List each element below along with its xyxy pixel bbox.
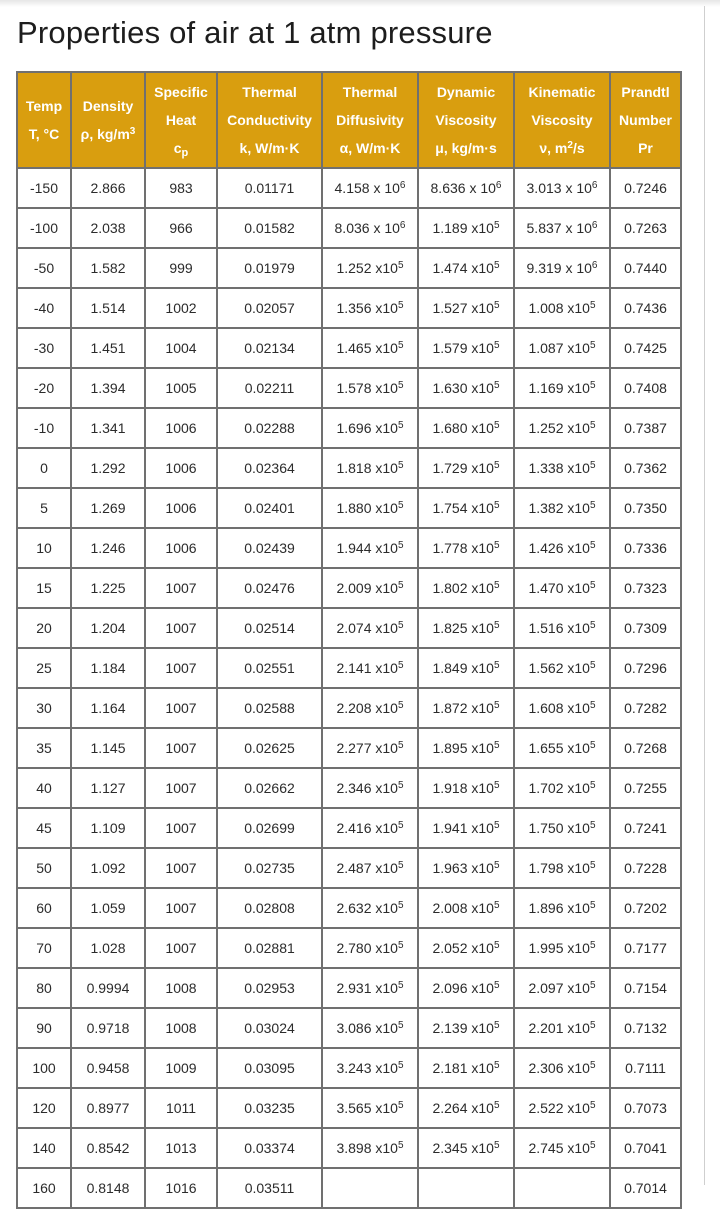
cell-dynamic-viscosity: 1.778 $x10^5$ [419,529,515,569]
cell-temp: -30 [18,329,72,369]
cell-prandtl-number: 0.7041 [611,1129,682,1169]
table-row [18,609,682,649]
cell-thermal-conductivity: 0.02364 [218,449,323,489]
cell-density: 1.127 [72,769,146,809]
cell-prandtl-number: 0.7323 [611,569,682,609]
cell-kinematic-viscosity: 1.516 $x10^5$ [515,609,611,649]
cell-prandtl-number: 0.7263 [611,209,682,249]
table-row [18,1089,682,1129]
cell-density: 2.038 [72,209,146,249]
cell-dynamic-viscosity: 2.096 $x10^5$ [419,969,515,1009]
table-body [18,169,682,1209]
cell-density: 0.8542 [72,1129,146,1169]
cell-thermal-conductivity: 0.02134 [218,329,323,369]
table-row [18,1049,682,1089]
cell-kinematic-viscosity: 1.382 $x10^5$ [515,489,611,529]
cell-specific-heat: 1016 [146,1169,218,1209]
cell-prandtl-number: 0.7309 [611,609,682,649]
header-line: Conductivity [227,112,312,128]
table-row [18,929,682,969]
cell-density: 1.514 [72,289,146,329]
cell-thermal-diffusivity: 1.880 $x10^5$ [323,489,419,529]
page-title: Properties of air at 1 atm pressure [17,15,493,50]
header-line: Number [619,112,672,128]
cell-dynamic-viscosity: 1.680 $x10^5$ [419,409,515,449]
cell-temp: 45 [18,809,72,849]
cell-density: 1.394 [72,369,146,409]
cell-thermal-diffusivity: 2.487 $x10^5$ [323,849,419,889]
table-header-row [18,73,682,169]
cell-temp: 15 [18,569,72,609]
cell-density: 0.8148 [72,1169,146,1209]
cell-dynamic-viscosity: 1.802 $x10^5$ [419,569,515,609]
cell-prandtl-number: 0.7362 [611,449,682,489]
cell-dynamic-viscosity: 1.849 $x10^5$ [419,649,515,689]
table-row [18,889,682,929]
cell-dynamic-viscosity: 2.181 $x10^5$ [419,1049,515,1089]
cell-specific-heat: 1007 [146,769,218,809]
cell-density: 1.341 [72,409,146,449]
cell-specific-heat: 1006 [146,489,218,529]
cell-dynamic-viscosity: 1.872 $x10^5$ [419,689,515,729]
cell-density: 2.866 [72,169,146,209]
cell-kinematic-viscosity: 2.306 $x10^5$ [515,1049,611,1089]
cell-kinematic-viscosity: 5.837 x $10^6$ [515,209,611,249]
cell-thermal-conductivity: 0.02699 [218,809,323,849]
cell-temp: -40 [18,289,72,329]
table-row [18,969,682,1009]
table-row [18,409,682,449]
cell-thermal-conductivity: 0.02476 [218,569,323,609]
cell-kinematic-viscosity: 1.702 $x10^5$ [515,769,611,809]
cell-density: 1.059 [72,889,146,929]
cell-kinematic-viscosity: 1.798 $x10^5$ [515,849,611,889]
cell-thermal-conductivity: 0.02588 [218,689,323,729]
header-thermal-diffusivity [323,73,419,169]
air-properties-table [16,71,682,1209]
header-dynamic-viscosity [419,73,515,169]
cell-thermal-diffusivity: 2.208 $x10^5$ [323,689,419,729]
cell-thermal-conductivity: 0.03024 [218,1009,323,1049]
cell-prandtl-number: 0.7408 [611,369,682,409]
header-line: ρ, $kg/m^3$ [80,126,136,142]
cell-temp: 35 [18,729,72,769]
cell-temp: 0 [18,449,72,489]
cell-kinematic-viscosity: 1.087 $x10^5$ [515,329,611,369]
cell-dynamic-viscosity: 1.474 $x10^5$ [419,249,515,289]
cell-temp: 120 [18,1089,72,1129]
cell-thermal-conductivity: 0.01171 [218,169,323,209]
cell-specific-heat: 1007 [146,849,218,889]
cell-thermal-conductivity: 0.02211 [218,369,323,409]
cell-thermal-conductivity: 0.01582 [218,209,323,249]
table-row [18,849,682,889]
cell-prandtl-number: 0.7425 [611,329,682,369]
cell-density: 1.145 [72,729,146,769]
header-line: Dynamic [436,84,496,100]
cell-kinematic-viscosity [515,1169,611,1209]
cell-thermal-diffusivity: 2.780 $x10^5$ [323,929,419,969]
cell-specific-heat: 1008 [146,1009,218,1049]
cell-thermal-conductivity: 0.02662 [218,769,323,809]
header-prandtl-number [611,73,682,169]
cell-thermal-conductivity: 0.03511 [218,1169,323,1209]
cell-density: 1.092 [72,849,146,889]
table-row [18,649,682,689]
table-row [18,169,682,209]
cell-thermal-diffusivity: 1.465 $x10^5$ [323,329,419,369]
cell-thermal-diffusivity [323,1169,419,1209]
cell-specific-heat: 1007 [146,609,218,649]
cell-thermal-conductivity: 0.02057 [218,289,323,329]
cell-density: 1.225 [72,569,146,609]
cell-kinematic-viscosity: 1.995 $x10^5$ [515,929,611,969]
header-line: Diffusivity [336,112,404,128]
header-line: Density [82,98,134,114]
cell-thermal-diffusivity: 2.416 $x10^5$ [323,809,419,849]
cell-specific-heat: 999 [146,249,218,289]
cell-temp: -10 [18,409,72,449]
cell-kinematic-viscosity: 1.252 $x10^5$ [515,409,611,449]
cell-prandtl-number: 0.7436 [611,289,682,329]
table-container[interactable] [16,71,681,1196]
cell-density: 1.269 [72,489,146,529]
cell-temp: 90 [18,1009,72,1049]
header-line: Pr [638,140,653,156]
cell-kinematic-viscosity: 1.470 $x10^5$ [515,569,611,609]
table-row [18,369,682,409]
cell-density: 1.164 [72,689,146,729]
header-line: k, W/m·K [239,140,300,156]
cell-thermal-conductivity: 0.02401 [218,489,323,529]
cell-temp: 70 [18,929,72,969]
cell-density: 0.8977 [72,1089,146,1129]
table-row [18,489,682,529]
header-line: Specific [154,84,208,100]
cell-prandtl-number: 0.7296 [611,649,682,689]
cell-prandtl-number: 0.7241 [611,809,682,849]
cell-specific-heat: 1005 [146,369,218,409]
header-specific-heat [146,73,218,169]
header-line: Kinematic [528,84,596,100]
cell-thermal-diffusivity: 2.346 $x10^5$ [323,769,419,809]
cell-kinematic-viscosity: 2.097 $x10^5$ [515,969,611,1009]
table-row [18,289,682,329]
cell-temp: -50 [18,249,72,289]
cell-dynamic-viscosity: 1.527 $x10^5$ [419,289,515,329]
header-thermal-conductivity [218,73,323,169]
header-line: Viscosity [531,112,593,128]
table-row [18,1129,682,1169]
cell-temp: 50 [18,849,72,889]
cell-dynamic-viscosity: 1.941 $x10^5$ [419,809,515,849]
cell-dynamic-viscosity: 1.630 $x10^5$ [419,369,515,409]
cell-temp: 40 [18,769,72,809]
cell-dynamic-viscosity: 2.008 $x10^5$ [419,889,515,929]
table-row [18,689,682,729]
cell-temp: 20 [18,609,72,649]
cell-kinematic-viscosity: 2.201 $x10^5$ [515,1009,611,1049]
table-row [18,209,682,249]
cell-dynamic-viscosity: 1.963 $x10^5$ [419,849,515,889]
cell-specific-heat: 1007 [146,689,218,729]
cell-thermal-diffusivity: 1.252 $x10^5$ [323,249,419,289]
table-row [18,809,682,849]
cell-thermal-conductivity: 0.02953 [218,969,323,1009]
cell-prandtl-number: 0.7246 [611,169,682,209]
cell-thermal-diffusivity: 2.931 $x10^5$ [323,969,419,1009]
cell-thermal-diffusivity: 2.632 $x10^5$ [323,889,419,929]
header-line: Thermal [242,84,297,100]
cell-thermal-diffusivity: 3.898 $x10^5$ [323,1129,419,1169]
cell-thermal-diffusivity: 2.141 $x10^5$ [323,649,419,689]
table-row [18,529,682,569]
cell-prandtl-number: 0.7440 [611,249,682,289]
cell-specific-heat: 1013 [146,1129,218,1169]
cell-thermal-diffusivity: 3.565 $x10^5$ [323,1089,419,1129]
cell-thermal-diffusivity: 1.944 $x10^5$ [323,529,419,569]
cell-thermal-conductivity: 0.02808 [218,889,323,929]
cell-specific-heat: 1006 [146,409,218,449]
cell-density: 1.204 [72,609,146,649]
cell-kinematic-viscosity: 1.338 $x10^5$ [515,449,611,489]
cell-specific-heat: 1006 [146,529,218,569]
cell-specific-heat: 1007 [146,889,218,929]
cell-prandtl-number: 0.7268 [611,729,682,769]
cell-temp: 25 [18,649,72,689]
cell-temp: 5 [18,489,72,529]
cell-dynamic-viscosity: 1.729 $x10^5$ [419,449,515,489]
cell-thermal-diffusivity: 1.818 $x10^5$ [323,449,419,489]
cell-thermal-conductivity: 0.02881 [218,929,323,969]
cell-prandtl-number: 0.7350 [611,489,682,529]
cell-dynamic-viscosity: 2.264 $x10^5$ [419,1089,515,1129]
cell-kinematic-viscosity: 1.750 $x10^5$ [515,809,611,849]
header-density [72,73,146,169]
top-shadow [0,0,720,7]
cell-prandtl-number: 0.7073 [611,1089,682,1129]
cell-temp: 100 [18,1049,72,1089]
table-row [18,1009,682,1049]
cell-specific-heat: 983 [146,169,218,209]
cell-density: 1.451 [72,329,146,369]
cell-kinematic-viscosity: 2.745 $x10^5$ [515,1129,611,1169]
header-line: Prandtl [621,84,670,100]
cell-thermal-diffusivity: 8.036 x $10^6$ [323,209,419,249]
cell-thermal-diffusivity: 2.277 $x10^5$ [323,729,419,769]
cell-prandtl-number: 0.7111 [611,1049,682,1089]
cell-specific-heat: 1006 [146,449,218,489]
cell-specific-heat: 1007 [146,729,218,769]
cell-thermal-diffusivity: 1.356 $x10^5$ [323,289,419,329]
cell-thermal-conductivity: 0.02735 [218,849,323,889]
header-line: α, W/m·K [339,140,401,156]
cell-dynamic-viscosity: 1.189 $x10^5$ [419,209,515,249]
cell-dynamic-viscosity: 1.825 $x10^5$ [419,609,515,649]
cell-thermal-conductivity: 0.01979 [218,249,323,289]
cell-density: 0.9458 [72,1049,146,1089]
cell-thermal-conductivity: 0.03095 [218,1049,323,1089]
cell-thermal-conductivity: 0.02551 [218,649,323,689]
cell-kinematic-viscosity: 1.008 $x10^5$ [515,289,611,329]
cell-prandtl-number: 0.7177 [611,929,682,969]
cell-density: 1.292 [72,449,146,489]
cell-temp: -150 [18,169,72,209]
cell-dynamic-viscosity: 1.895 $x10^5$ [419,729,515,769]
cell-dynamic-viscosity: 2.052 $x10^5$ [419,929,515,969]
cell-thermal-diffusivity: 4.158 x $10^6$ [323,169,419,209]
cell-temp: -100 [18,209,72,249]
header-temp [18,73,72,169]
table-row [18,769,682,809]
cell-density: 1.109 [72,809,146,849]
header-line: Temp [25,98,63,114]
cell-prandtl-number: 0.7336 [611,529,682,569]
header-line: $c_p$ [173,140,189,159]
table-row [18,249,682,289]
cell-kinematic-viscosity: 1.655 $x10^5$ [515,729,611,769]
header-line: μ, kg/m·s [435,140,497,156]
cell-thermal-conductivity: 0.02514 [218,609,323,649]
cell-temp: 60 [18,889,72,929]
cell-specific-heat: 1007 [146,809,218,849]
cell-temp: 80 [18,969,72,1009]
cell-prandtl-number: 0.7228 [611,849,682,889]
cell-thermal-conductivity: 0.03235 [218,1089,323,1129]
cell-prandtl-number: 0.7387 [611,409,682,449]
cell-specific-heat: 966 [146,209,218,249]
cell-thermal-diffusivity: 1.578 $x10^5$ [323,369,419,409]
cell-dynamic-viscosity: 8.636 x $10^6$ [419,169,515,209]
cell-thermal-diffusivity: 2.074 $x10^5$ [323,609,419,649]
table-row [18,329,682,369]
page-edge-divider [704,6,705,1185]
cell-kinematic-viscosity: 1.562 $x10^5$ [515,649,611,689]
cell-prandtl-number: 0.7014 [611,1169,682,1209]
table-row [18,449,682,489]
cell-specific-heat: 1002 [146,289,218,329]
cell-kinematic-viscosity: 1.896 $x10^5$ [515,889,611,929]
cell-thermal-diffusivity: 1.696 $x10^5$ [323,409,419,449]
cell-prandtl-number: 0.7154 [611,969,682,1009]
cell-prandtl-number: 0.7132 [611,1009,682,1049]
cell-thermal-diffusivity: 2.009 $x10^5$ [323,569,419,609]
cell-temp: -20 [18,369,72,409]
cell-thermal-diffusivity: 3.243 $x10^5$ [323,1049,419,1089]
cell-kinematic-viscosity: 3.013 x $10^6$ [515,169,611,209]
cell-temp: 10 [18,529,72,569]
cell-density: 1.582 [72,249,146,289]
cell-density: 1.246 [72,529,146,569]
cell-specific-heat: 1009 [146,1049,218,1089]
cell-thermal-conductivity: 0.03374 [218,1129,323,1169]
cell-thermal-conductivity: 0.02288 [218,409,323,449]
cell-specific-heat: 1007 [146,569,218,609]
cell-dynamic-viscosity: 1.918 $x10^5$ [419,769,515,809]
header-line: T, °C [28,126,60,142]
cell-kinematic-viscosity: 9.319 x $10^6$ [515,249,611,289]
header-line: Thermal [342,84,398,100]
cell-kinematic-viscosity: 2.522 $x10^5$ [515,1089,611,1129]
cell-kinematic-viscosity: 1.169 $x10^5$ [515,369,611,409]
cell-specific-heat: 1008 [146,969,218,1009]
cell-temp: 140 [18,1129,72,1169]
table-row [18,729,682,769]
cell-specific-heat: 1007 [146,649,218,689]
cell-kinematic-viscosity: 1.608 $x10^5$ [515,689,611,729]
cell-specific-heat: 1004 [146,329,218,369]
cell-temp: 30 [18,689,72,729]
cell-temp: 160 [18,1169,72,1209]
cell-dynamic-viscosity: 2.345 $x10^5$ [419,1129,515,1169]
cell-thermal-conductivity: 0.02625 [218,729,323,769]
table-row [18,569,682,609]
header-kinematic-viscosity [515,73,611,169]
header-line: Viscosity [435,112,497,128]
cell-dynamic-viscosity: 2.139 $x10^5$ [419,1009,515,1049]
cell-prandtl-number: 0.7255 [611,769,682,809]
cell-density: 0.9718 [72,1009,146,1049]
cell-thermal-diffusivity: 3.086 $x10^5$ [323,1009,419,1049]
cell-dynamic-viscosity [419,1169,515,1209]
cell-prandtl-number: 0.7202 [611,889,682,929]
cell-dynamic-viscosity: 1.754 $x10^5$ [419,489,515,529]
cell-specific-heat: 1011 [146,1089,218,1129]
cell-specific-heat: 1007 [146,929,218,969]
cell-density: 1.184 [72,649,146,689]
cell-dynamic-viscosity: 1.579 $x10^5$ [419,329,515,369]
cell-density: 1.028 [72,929,146,969]
cell-kinematic-viscosity: 1.426 $x10^5$ [515,529,611,569]
cell-thermal-conductivity: 0.02439 [218,529,323,569]
cell-prandtl-number: 0.7282 [611,689,682,729]
header-line: ν, $m^2/s$ [539,140,585,156]
table-row [18,1169,682,1209]
header-line: Heat [165,112,197,128]
cell-density: 0.9994 [72,969,146,1009]
